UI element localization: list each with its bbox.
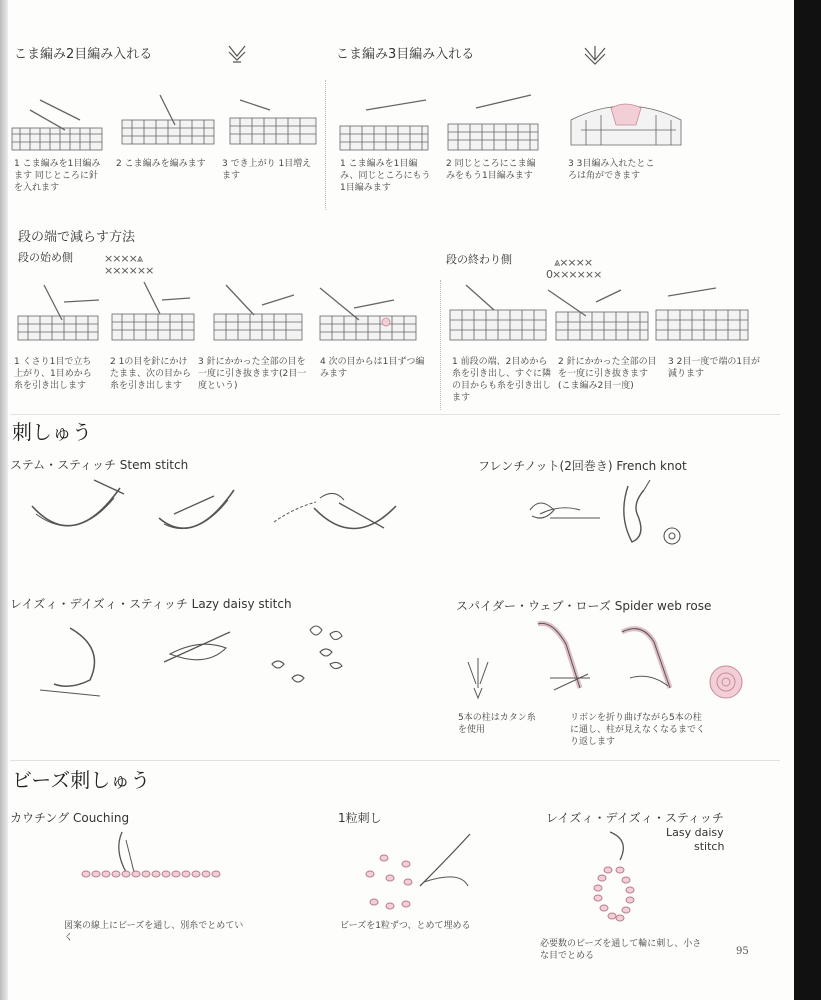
dec-end-step-2: 2 針にかかった全部の目を一度に引き抜きます(こま編み2目一度) <box>558 357 657 392</box>
start-side-label: 段の始め側 <box>18 251 73 264</box>
dec-end-step-1: 1 前段の端、2目めから糸を引き出し、すぐに隣の目からも糸を引き出します <box>452 357 552 404</box>
title-sc-3-inc: こま編み3目編み入れる <box>336 47 475 62</box>
couching-label: カウチング Couching <box>10 811 130 825</box>
stem-stitch-label: ステム・スティッチ Stem stitch <box>10 458 189 472</box>
lazy-daisy-illustrations <box>30 618 360 700</box>
dec-start-step-3: 3 針にかかった全部の目を一度に引き抜きます(2目一度という) <box>198 357 307 392</box>
dec-end-step-3: 3 2目一度で端の1目が減ります <box>668 357 761 380</box>
dec-start-step-1: 1 くさり1目で立ち上がり、1目めから糸を引き出します <box>14 357 92 392</box>
crochet-swatch-illustrations-left <box>10 90 320 160</box>
step-left-1: 1 こま編みを1目編みます 同じところに針を入れます <box>14 159 101 194</box>
step-right-2: 2 同じところにこま編みをもう1目編みます <box>446 159 536 182</box>
page-number: 95 <box>736 946 749 957</box>
end-side-label: 段の終わり側 <box>446 253 512 266</box>
french-knot-label: フレンチノット(2回巻き) French knot <box>478 459 687 473</box>
end-symbols-1: ⩓×××× <box>554 256 593 269</box>
spider-web-rose-label: スパイダー・ウェブ・ローズ Spider web rose <box>456 599 712 613</box>
dec-start-step-2: 2 1の目を針にかけたまま、次の目から糸を引き出します <box>110 357 192 392</box>
crochet-swatch-illustrations-right <box>336 90 696 165</box>
decrease-end-illustrations <box>446 280 752 352</box>
start-symbols-2: ×××××× <box>104 264 154 277</box>
symbol-3-inc-icon <box>582 44 608 68</box>
single-bead-illustration <box>350 826 480 916</box>
spider-caption-1: 5本の柱はカタン糸を使用 <box>458 713 536 736</box>
couching-caption: 図案の線上にビーズを通し、別糸でとめていく <box>64 921 244 944</box>
bead-embroidery-title: ビーズ刺しゅう <box>12 768 151 792</box>
end-symbols-2: 0×××××× <box>546 268 602 281</box>
stem-stitch-illustrations <box>24 478 424 550</box>
divider <box>440 280 441 410</box>
bead-lazy-caption: 必要数のビーズを通して輪に刺し、小さな目でとめる <box>540 939 702 962</box>
decrease-title: 段の端で減らす方法 <box>18 230 136 245</box>
couching-illustration <box>74 830 234 890</box>
step-left-2: 2 こま編みを編みます <box>116 159 206 169</box>
page-spine-shadow <box>0 0 8 1000</box>
start-symbols-1: ××××⩓ <box>104 252 143 265</box>
bead-lazy-daisy-label: レイズィ・デイズィ・スティッチ <box>546 811 724 825</box>
spider-caption-2: リボンを折り曲げながら5本の柱に通し、柱が見えなくなるまでくり返します <box>570 713 706 748</box>
section-rule <box>10 414 780 415</box>
spider-web-rose-illustrations <box>454 618 754 708</box>
french-knot-illustrations <box>520 476 700 552</box>
step-left-3: 3 でき上がり 1目増えます <box>222 159 312 182</box>
symbol-2-inc-icon <box>226 42 248 64</box>
single-bead-caption: ビーズを1粒ずつ、とめて埋める <box>340 921 471 931</box>
decrease-start-illustrations <box>14 280 434 352</box>
embroidery-title: 刺しゅう <box>12 420 92 444</box>
section-rule <box>10 760 780 761</box>
dec-start-step-4: 4 次の目からは1目ずつ編みます <box>320 357 425 380</box>
single-bead-label: 1粒刺し <box>338 811 382 825</box>
bead-lazy-daisy-illustration <box>580 830 660 930</box>
step-right-3: 3 3目編み入れたところは角ができます <box>568 159 655 182</box>
scan-edge <box>794 0 821 1000</box>
bead-lazy-daisy-en-2: stitch <box>694 840 725 853</box>
divider <box>325 80 326 210</box>
bead-lazy-daisy-en-1: Lasy daisy <box>666 826 724 839</box>
lazy-daisy-label: レイズィ・デイズィ・スティッチ Lazy daisy stitch <box>10 597 292 611</box>
step-right-1: 1 こま編みを1目編み、同じところにもう1目編みます <box>340 159 431 194</box>
title-sc-2-inc: こま編み2目編み入れる <box>14 47 153 62</box>
